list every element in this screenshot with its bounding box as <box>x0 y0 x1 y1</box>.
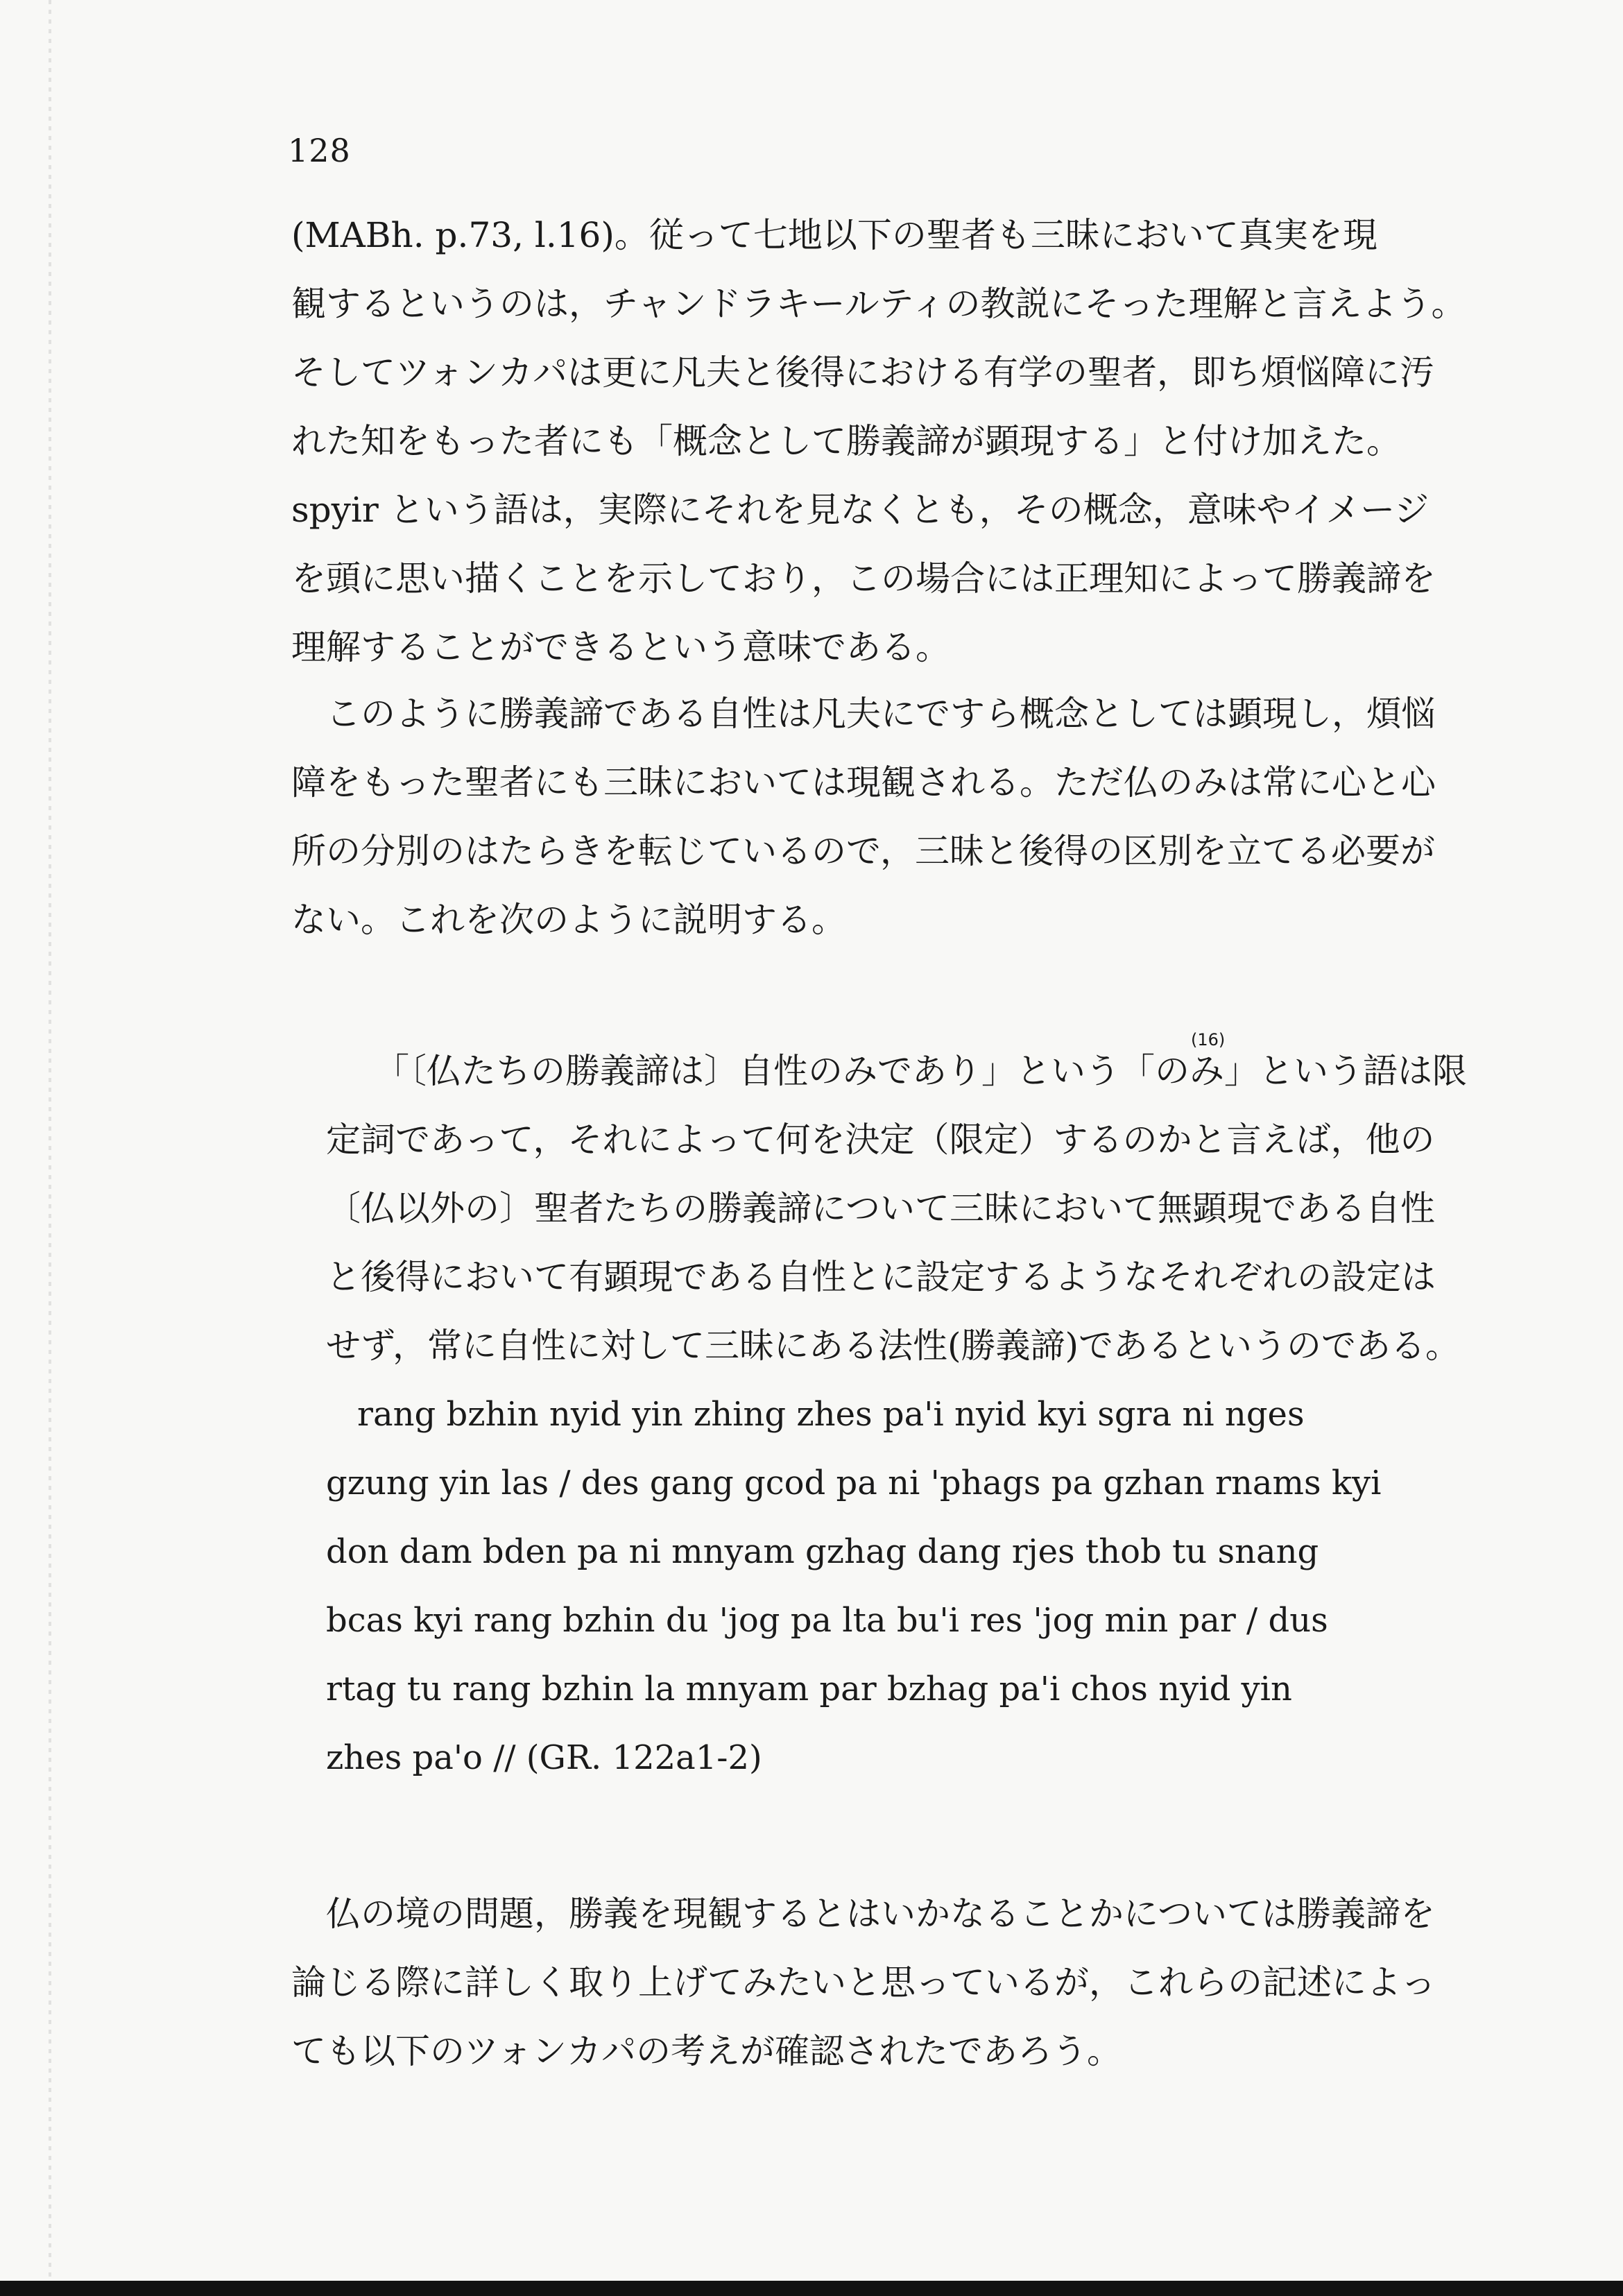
tibetan-line: don dam bden pa ni mnyam gzhag dang rjes thob tu snang <box>326 1532 1319 1571</box>
quotation-line: 定詞であって，それによって何を決定（限定）するのかと言えば，他の <box>326 1120 1435 1160</box>
quotation-line: と後得において有顕現である自性とに設定するようなそれぞれの設定は <box>326 1257 1436 1297</box>
paragraph-1-line: 観するというのは，チャンドラキールティの教説にそった理解と言えよう。 <box>291 284 1466 324</box>
scan-bottom-border <box>0 2281 1623 2296</box>
page-number: 128 <box>288 132 351 169</box>
quotation-block <box>326 1037 1467 1380</box>
tibetan-source-text <box>326 1380 1381 1792</box>
paragraph-1 <box>291 201 1466 682</box>
paragraph-2-line: ない。これを次のように説明する。 <box>291 900 846 940</box>
footnote-reference: (16) <box>1191 1030 1226 1050</box>
paragraph-2-line: 障をもった聖者にも三昧においては現観される。ただ仏のみは常に心と心 <box>291 762 1436 803</box>
paragraph-1-line: そしてツォンカパは更に凡夫と後得における有学の聖者，即ち煩悩障に汚 <box>291 352 1434 393</box>
paragraph-2-line: このように勝義諦である自性は凡夫にですら概念としては顕現し，煩悩 <box>326 694 1436 734</box>
paragraph-3-line: ても以下のツォンカパの考えが確認されたであろう。 <box>291 2031 1122 2071</box>
paragraph-2-line: 所の分別のはたらきを転じているので，三昧と後得の区別を立てる必要が <box>291 831 1435 871</box>
paragraph-1-line: を頭に思い描くことを示しており，この場合には正理知によって勝義諦を <box>291 558 1436 599</box>
tibetan-line: rang bzhin nyid yin zhing zhes pa'i nyid kyi sgra ni nges <box>357 1395 1305 1434</box>
paragraph-1-line: spyir という語は，実際にそれを見なくとも，その概念，意味やイメージ <box>291 490 1429 530</box>
paragraph-1-line: れた知をもった者にも「概念として勝義諦が顕現する」と付け加えた。 <box>291 421 1401 461</box>
paragraph-2 <box>291 680 1436 954</box>
paragraph-3-line: 論じる際に詳しく取り上げてみたいと思っているが，これらの記述によっ <box>291 1962 1436 2003</box>
quotation-line: 〔仏以外の〕聖者たちの勝義諦について三昧において無顕現である自性 <box>326 1188 1435 1228</box>
paragraph-3 <box>291 1880 1436 2086</box>
paragraph-3-line: 仏の境の問題，勝義を現観するとはいかなることかについては勝義諦を <box>326 1894 1435 1934</box>
scan-margin-artifact <box>49 0 51 2296</box>
quotation-line: せず，常に自性に対して三昧にある法性(勝義諦)であるというのである。 <box>326 1326 1461 1366</box>
tibetan-line: rtag tu rang bzhin la mnyam par bzhag pa'i chos nyid yin <box>326 1670 1292 1708</box>
tibetan-line: bcas kyi rang bzhin du 'jog pa lta bu'i res 'jog min par / dus <box>326 1601 1328 1640</box>
paragraph-1-line: (MABh. p.73, l.16)。従って七地以下の聖者も三昧において真実を現 <box>291 215 1377 255</box>
quotation-line: 「〔仏たちの勝義諦は〕自性のみであり」という「のみ」という語は限 <box>375 1051 1467 1091</box>
tibetan-line: zhes pa'o // (GR. 122a1-2) <box>326 1738 762 1777</box>
tibetan-line: gzung yin las / des gang gcod pa ni 'phags pa gzhan rnams kyi <box>326 1464 1382 1502</box>
paragraph-1-line: 理解することができるという意味である。 <box>291 627 950 667</box>
